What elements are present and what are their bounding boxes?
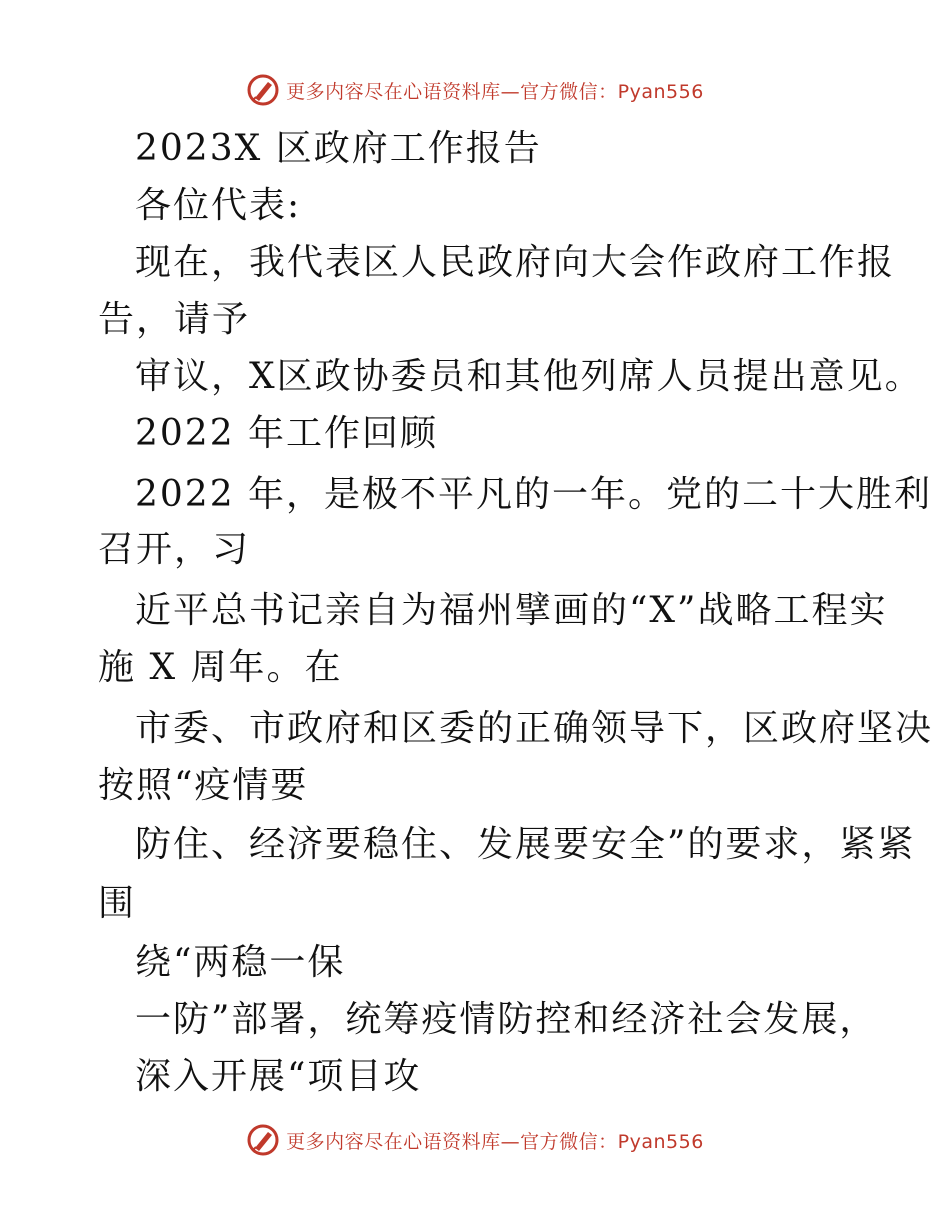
pen-logo-icon xyxy=(246,73,280,107)
watermark-text: 更多内容尽在心语资料库—官方微信：Pyan556 xyxy=(286,1130,704,1153)
doc-line: 各位代表: xyxy=(135,185,302,226)
header-watermark xyxy=(0,70,950,110)
doc-line: 绕“两稳一保 xyxy=(135,942,346,983)
doc-line: 审议，X区政协委员和其他列席人员提出意见。 xyxy=(135,356,923,397)
pen-logo-icon xyxy=(246,1123,280,1157)
doc-line: 围 xyxy=(98,883,137,924)
doc-line: 防住、经济要稳住、发展要安全”的要求，紧紧 xyxy=(135,824,916,865)
doc-line: 2022 年，是极不平凡的一年。党的二十大胜利 xyxy=(135,474,933,515)
doc-line: 近平总书记亲自为福州擘画的“X”战略工程实 xyxy=(135,590,888,631)
doc-title: 2023X 区政府工作报告 xyxy=(135,128,542,169)
doc-line: 按照“疫情要 xyxy=(98,765,309,806)
doc-line: 施 X 周年。在 xyxy=(98,647,343,688)
footer-watermark xyxy=(0,1120,950,1160)
doc-line: 告，请予 xyxy=(98,299,251,340)
watermark-text: 更多内容尽在心语资料库—官方微信：Pyan556 xyxy=(286,80,704,103)
doc-section-heading: 2022 年工作回顾 xyxy=(135,413,439,454)
doc-line: 现在，我代表区人民政府向大会作政府工作报 xyxy=(135,242,896,283)
doc-line: 深入开展“项目攻 xyxy=(135,1056,422,1097)
doc-line: 市委、市政府和区委的正确领导下，区政府坚决 xyxy=(135,708,934,749)
doc-line: 召开，习 xyxy=(98,529,251,570)
doc-line: 一防”部署，统筹疫情防控和经济社会发展， xyxy=(135,999,878,1040)
